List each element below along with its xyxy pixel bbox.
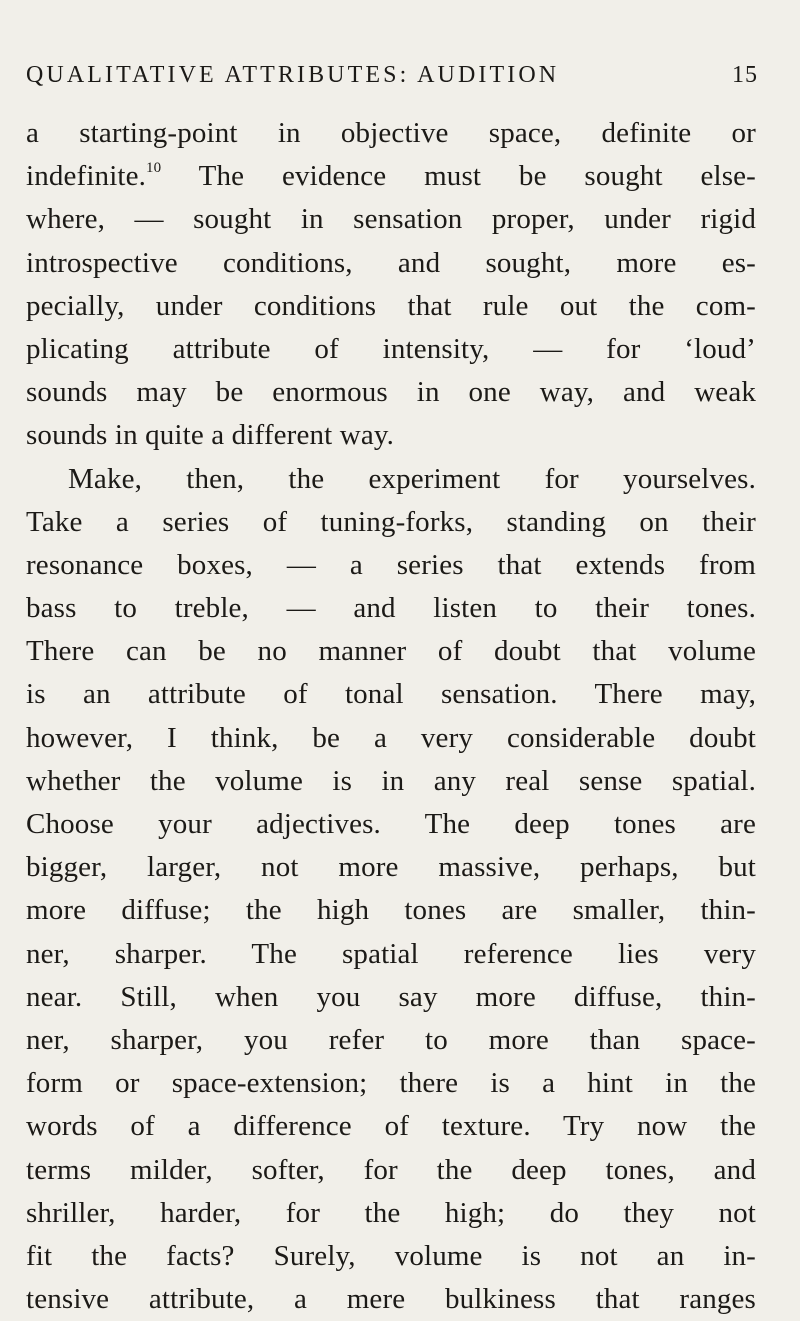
text-line (26, 198, 756, 241)
line-text: ner, sharper. The spatial reference lies very (26, 937, 756, 970)
text-line (26, 155, 756, 198)
text-line (26, 285, 756, 328)
line-text: ner, sharper, you refer to more than space- (26, 1023, 756, 1056)
text-line (26, 976, 756, 1019)
text-line (26, 458, 756, 501)
text-line (26, 544, 756, 587)
text-line (26, 1062, 756, 1105)
text-line (26, 1192, 756, 1235)
line-text: resonance boxes, — a series that extends from (26, 548, 756, 581)
line-text: more diffuse; the high tones are smaller, thin- (26, 894, 756, 927)
text-line (26, 242, 756, 285)
line-text: sounds in quite a different way. (26, 419, 395, 452)
line-text: a starting-point in objective space, definite or (26, 117, 756, 149)
text-line (26, 414, 756, 457)
text-line (26, 328, 756, 371)
text-line (26, 803, 756, 846)
line-text: tensive attribute, a mere bulkiness that ranges (26, 1283, 756, 1316)
text-line (26, 1019, 756, 1062)
line-text: bass to treble, — and listen to their tones. (26, 592, 756, 625)
text-line (26, 1149, 756, 1192)
text-line (26, 501, 756, 544)
body-text (26, 112, 756, 1321)
text-line (26, 889, 756, 932)
line-text: There can be no manner of doubt that volume (26, 635, 756, 668)
text-line (26, 1235, 756, 1278)
text-line (26, 717, 756, 760)
line-text-continued: The evidence must be sought else- (161, 160, 756, 193)
line-text: shriller, harder, for the high; do they not (26, 1196, 756, 1229)
line-text: introspective conditions, and sought, more es- (26, 246, 756, 279)
text-line (26, 673, 756, 716)
running-head (26, 62, 758, 98)
footnote-marker: 10 (146, 160, 162, 177)
line-text: near. Still, when you say more diffuse, thin- (26, 980, 756, 1013)
text-line (26, 760, 756, 803)
line-text: fit the facts? Surely, volume is not an in- (26, 1239, 756, 1272)
line-text: terms milder, softer, for the deep tones, and (26, 1153, 756, 1186)
line-text: Choose your adjectives. The deep tones are (26, 808, 756, 840)
line-text: Take a series of tuning-forks, standing on their (26, 505, 756, 538)
line-text: plicating attribute of intensity, — for ‘loud’ (26, 332, 756, 365)
text-line (26, 1105, 756, 1148)
line-text: words of a difference of texture. Try now the (26, 1110, 756, 1143)
line-text: form or space-extension; there is a hint in the (26, 1067, 756, 1100)
line-text: indefinite. (26, 160, 147, 193)
line-text: Make, then, the experiment for yourselves. (68, 462, 756, 495)
page-number: 15 (732, 62, 758, 88)
text-line (26, 630, 756, 673)
text-line (26, 371, 756, 414)
text-line (26, 112, 756, 155)
text-line (26, 933, 756, 976)
line-text: pecially, under conditions that rule out the com- (26, 289, 756, 322)
line-text: whether the volume is in any real sense spatial. (26, 764, 756, 797)
line-text: where, — sought in sensation proper, under rigid (26, 203, 756, 236)
text-line (26, 587, 756, 630)
text-line (26, 1278, 756, 1321)
line-text: however, I think, be a very considerable doubt (26, 721, 756, 754)
line-text: is an attribute of tonal sensation. There may, (26, 678, 756, 711)
text-line (26, 846, 756, 889)
line-text: bigger, larger, not more massive, perhaps, but (26, 851, 756, 884)
line-text: sounds may be enormous in one way, and weak (26, 376, 756, 409)
running-head-title: QUALITATIVE ATTRIBUTES: AUDITION (26, 62, 560, 88)
